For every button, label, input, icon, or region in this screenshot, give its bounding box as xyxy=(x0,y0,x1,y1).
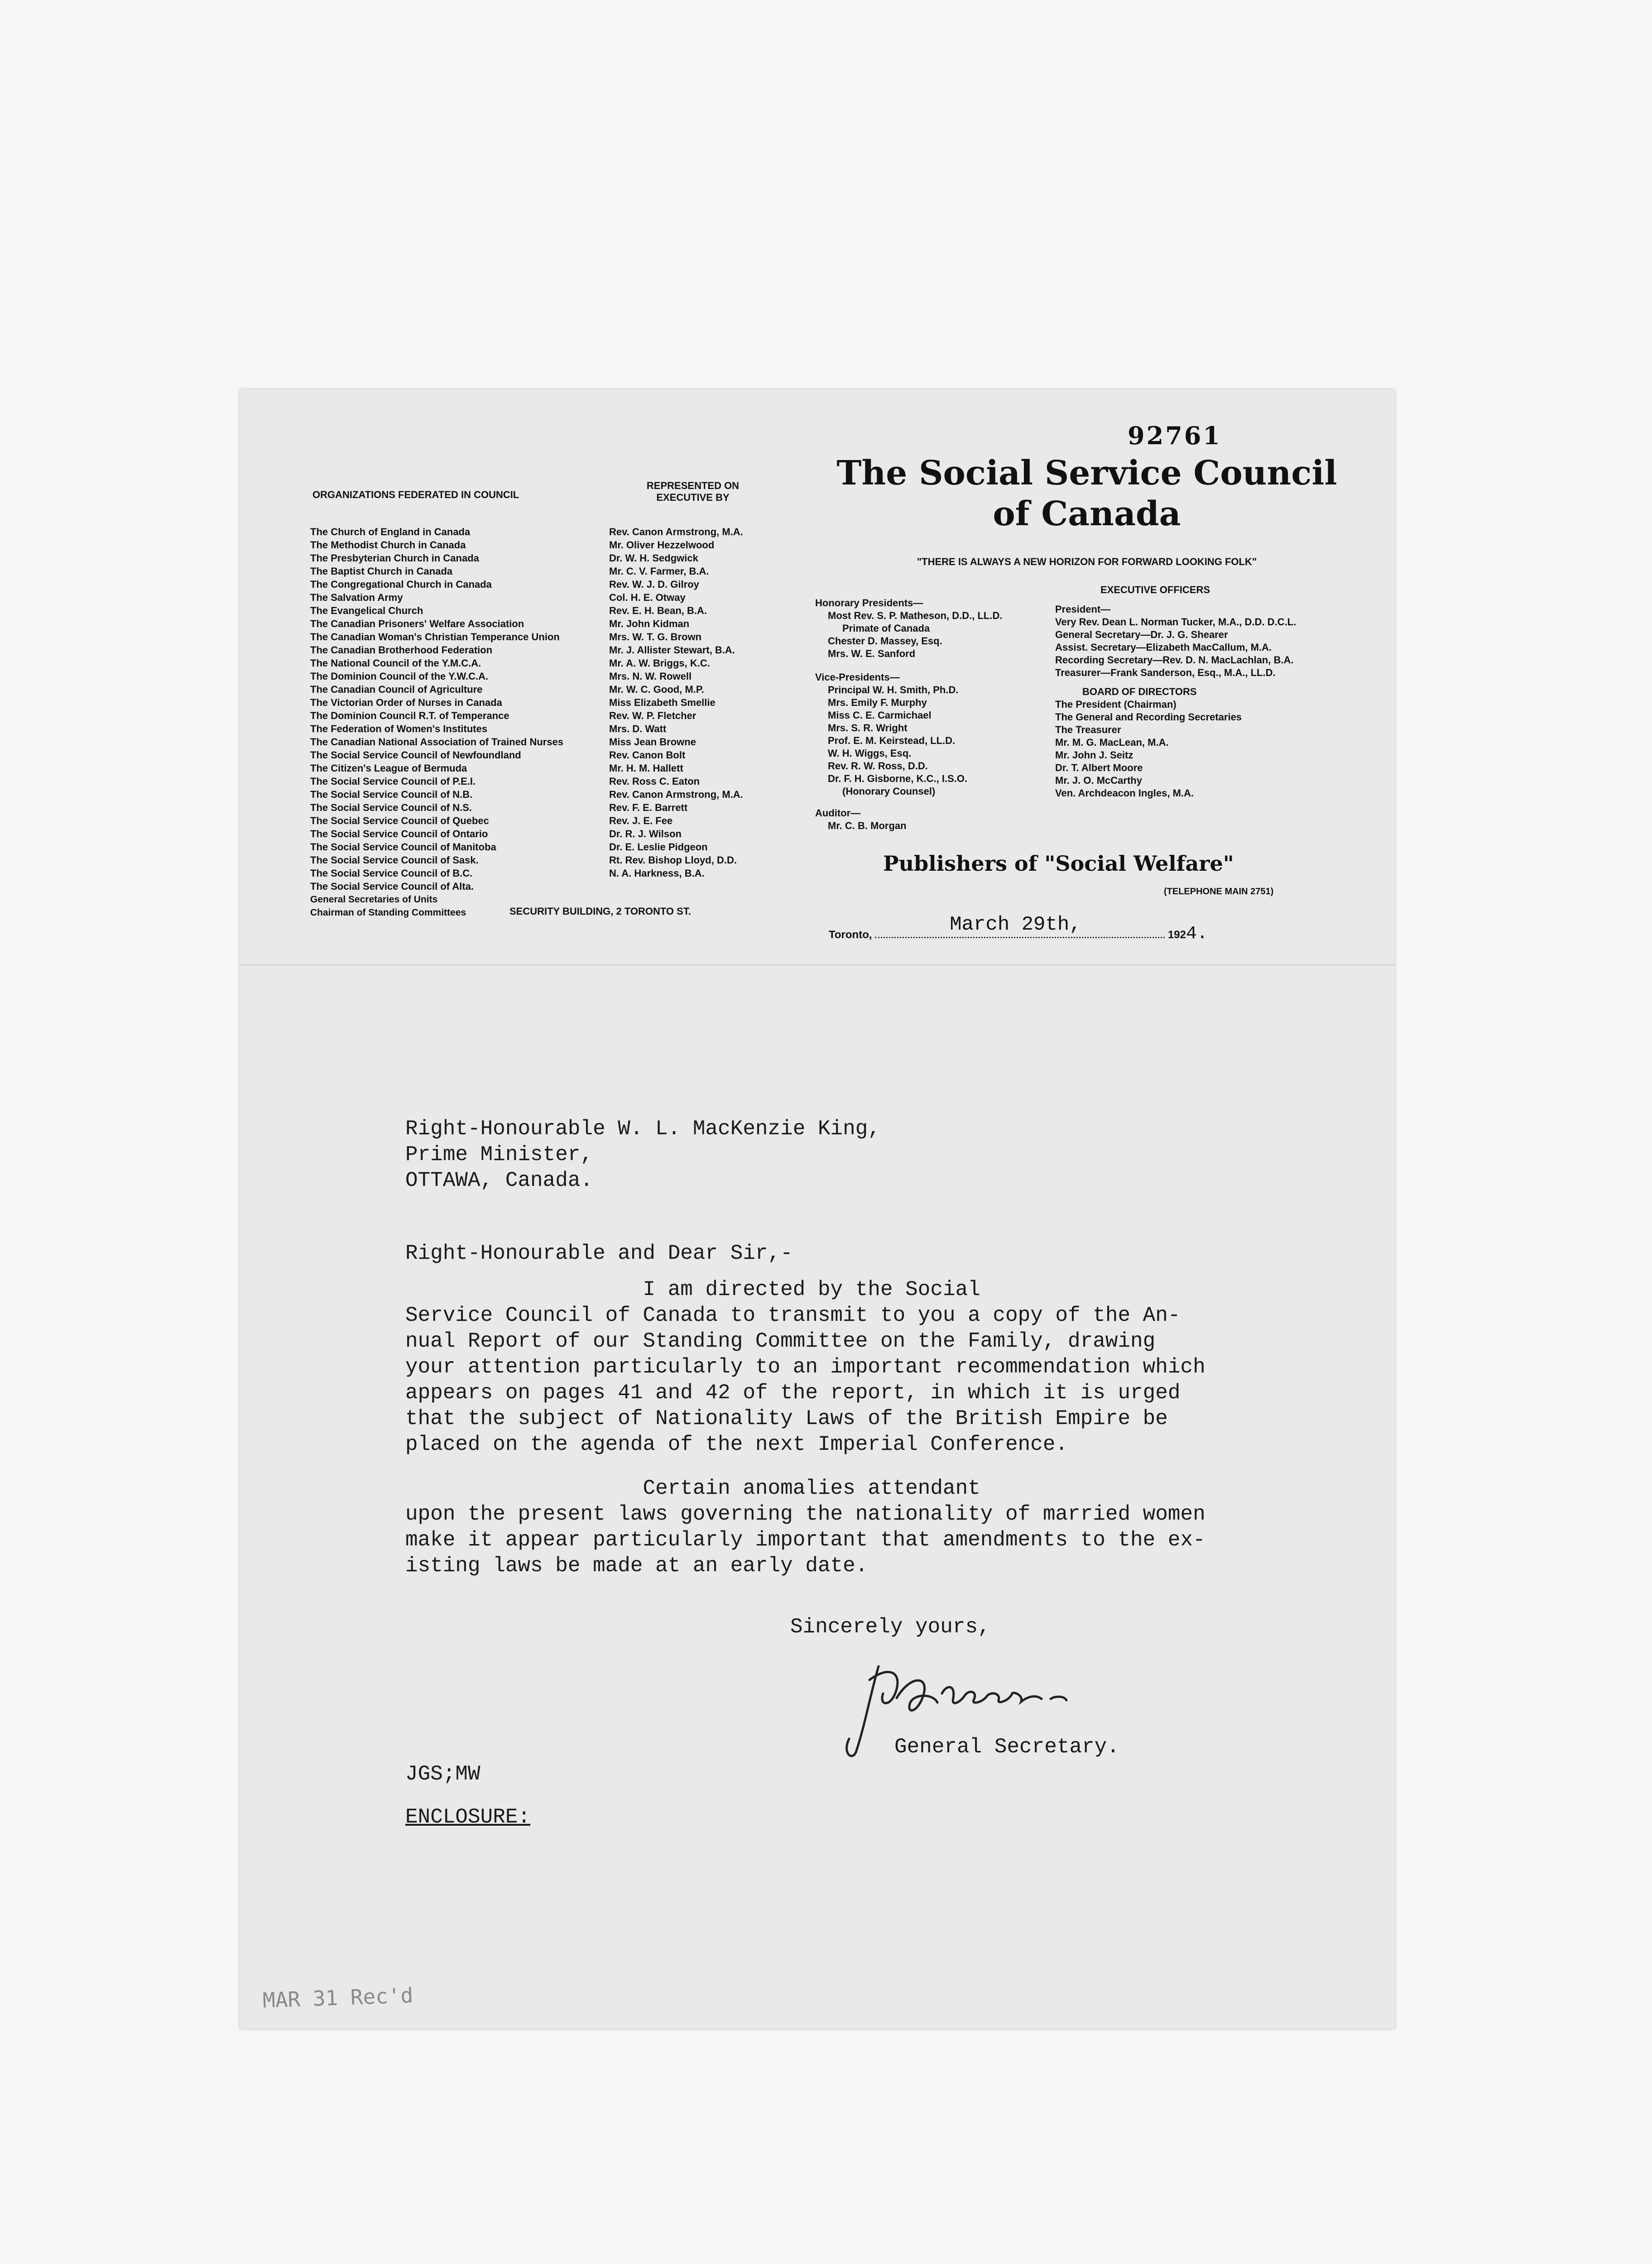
organization-name: The Social Service Council of N.B. xyxy=(310,789,473,800)
motto: "THERE IS ALWAYS A NEW HORIZON FOR FORWARD LOOKING FOLK" xyxy=(917,556,1257,567)
organization-name: The Canadian Brotherhood Federation xyxy=(310,644,493,656)
vice-president: Miss C. E. Carmichael xyxy=(828,710,932,721)
title-line2: of Canada xyxy=(993,494,1181,533)
vice-president: Dr. F. H. Gisborne, K.C., I.S.O. xyxy=(828,773,968,784)
organization-name: The Evangelical Church xyxy=(310,605,423,616)
organization-name: The Canadian National Association of Trained Nurses xyxy=(310,736,564,748)
vice-president-note: (Honorary Counsel) xyxy=(842,786,936,797)
received-stamp: MAR 31 Rec'd xyxy=(262,1983,414,2013)
letter-sheet xyxy=(240,389,1395,2029)
organization-row xyxy=(310,578,826,591)
organization-name: The Presbyterian Church in Canada xyxy=(310,552,479,564)
representative-name: N. A. Harkness, B.A. xyxy=(609,868,705,879)
board-member: Ven. Archdeacon Ingles, M.A. xyxy=(1055,787,1194,799)
organization-name: The Canadian Council of Agriculture xyxy=(310,684,483,695)
honorary-heading: Honorary Presidents— xyxy=(815,597,923,609)
representative-name: Dr. W. H. Sedgwick xyxy=(609,552,698,564)
organization-row xyxy=(310,565,826,578)
representative-name: Mr. C. V. Farmer, B.A. xyxy=(609,566,709,577)
organization-row xyxy=(310,709,826,722)
organization-row xyxy=(310,788,826,801)
organization-name: The Dominion Council of the Y.W.C.A. xyxy=(310,671,489,682)
organization-name: The Canadian Prisoners' Welfare Association xyxy=(310,618,524,629)
rep-heading-line2: EXECUTIVE BY xyxy=(656,492,730,503)
year-prefix: 192 xyxy=(1167,929,1186,941)
representative-name: Dr. R. J. Wilson xyxy=(609,828,682,839)
organization-name: The Social Service Council of Alta. xyxy=(310,881,474,892)
organization-name: The Salvation Army xyxy=(310,592,403,603)
organization-name: The Federation of Women's Institutes xyxy=(310,723,488,734)
signature-title: General Secretary. xyxy=(894,1735,1119,1759)
auditor-heading: Auditor— xyxy=(815,807,861,819)
organization-name: The Social Service Council of Ontario xyxy=(310,828,488,839)
representative-name: Mrs. D. Watt xyxy=(609,723,667,734)
body-line: your attention particularly to an important recommendation which xyxy=(405,1355,1205,1379)
representative-name: Mr. John Kidman xyxy=(609,618,690,629)
representative-name xyxy=(609,880,826,893)
telephone: (TELEPHONE MAIN 2751) xyxy=(1164,887,1274,897)
body-line: Certain anomalies attendant xyxy=(405,1477,980,1500)
letter-body xyxy=(405,1277,1356,1579)
honorary-president: Chester D. Massey, Esq. xyxy=(828,635,942,647)
organization-row xyxy=(310,814,826,827)
organization-name: The Citizen's League of Bermuda xyxy=(310,763,467,774)
office-address: SECURITY BUILDING, 2 TORONTO ST. xyxy=(509,906,691,917)
organization-row xyxy=(310,525,826,538)
body-line: that the subject of Nationality Laws of the British Empire be xyxy=(405,1407,1168,1430)
representative-name: Mr. W. C. Good, M.P. xyxy=(609,684,704,695)
honorary-column xyxy=(815,597,1069,832)
board-member: Mr. J. O. McCarthy xyxy=(1055,775,1142,786)
representative-name: Mr. J. Allister Stewart, B.A. xyxy=(609,644,735,656)
representative-name: Rev. Ross C. Eaton xyxy=(609,776,700,787)
organization-row xyxy=(310,670,826,683)
organization-row xyxy=(310,722,826,735)
representative-name: Mr. Oliver Hezzelwood xyxy=(609,539,715,551)
representative-name: Mrs. N. W. Rowell xyxy=(609,671,692,682)
organization-row xyxy=(310,683,826,696)
representative-name: Rev. W. P. Fletcher xyxy=(609,710,696,721)
organization-name: The Social Service Council of Newfoundland xyxy=(310,749,521,761)
representative-name: Rev. Canon Armstrong, M.A. xyxy=(609,789,743,800)
organization-name: The Dominion Council R.T. of Temperance xyxy=(310,710,509,721)
officer: Assist. Secretary—Elizabeth MacCallum, M.A. xyxy=(1055,642,1272,653)
organization-name: The Social Service Council of B.C. xyxy=(310,868,473,879)
representative-name: Rev. Canon Bolt xyxy=(609,749,686,761)
executive-column xyxy=(1055,603,1363,800)
organization-name: The Social Service Council of N.S. xyxy=(310,802,472,813)
board-member: The President (Chairman) xyxy=(1055,699,1177,710)
representative-name: Mr. H. M. Hallett xyxy=(609,763,683,774)
organization-row xyxy=(310,735,826,748)
organization-name: The Congregational Church in Canada xyxy=(310,579,492,590)
organization-name: The Victorian Order of Nurses in Canada xyxy=(310,697,502,708)
rep-heading-line1: REPRESENTED ON xyxy=(646,480,740,491)
vice-president: Principal W. H. Smith, Ph.D. xyxy=(828,684,959,696)
representatives-heading xyxy=(611,480,774,504)
organization-row xyxy=(310,538,826,552)
representative-name: Rev. E. H. Bean, B.A. xyxy=(609,605,707,616)
organization-row xyxy=(310,643,826,657)
organization-row xyxy=(310,657,826,670)
organization-name: The Baptist Church in Canada xyxy=(310,566,453,577)
extra-line: Chairman of Standing Committees xyxy=(310,907,466,918)
publishers-line: Publishers of "Social Welfare" xyxy=(883,851,1234,876)
title-line1: The Social Service Council xyxy=(836,454,1337,493)
president: Very Rev. Dean L. Norman Tucker, M.A., D.D. D.C.L. xyxy=(1055,616,1297,628)
organization-row xyxy=(310,867,826,880)
representative-name: Rev. W. J. D. Gilroy xyxy=(609,579,699,590)
body-line: isting laws be made at an early date. xyxy=(405,1554,868,1578)
body-line: upon the present laws governing the nationality of married women xyxy=(405,1502,1205,1526)
representative-name: Miss Jean Browne xyxy=(609,736,696,748)
document-number: 92761 xyxy=(1128,421,1222,450)
honorary-president: Mrs. W. E. Sanford xyxy=(828,648,916,659)
board-member: Dr. T. Albert Moore xyxy=(1055,762,1143,773)
vice-president: W. H. Wiggs, Esq. xyxy=(828,748,912,759)
closing: Sincerely yours, xyxy=(790,1615,990,1639)
organization-name: The Social Service Council of Quebec xyxy=(310,815,489,826)
representative-name: Mr. A. W. Briggs, K.C. xyxy=(609,657,710,669)
executive-officers-heading: EXECUTIVE OFFICERS xyxy=(1100,584,1210,595)
organization-row xyxy=(310,762,826,775)
officer: Treasurer—Frank Sanderson, Esq., M.A., LL.D. xyxy=(1055,667,1276,678)
date-field xyxy=(875,913,1165,938)
reference-initials: JGS;MW xyxy=(405,1762,480,1786)
organization-row xyxy=(310,748,826,762)
body-line: make it appear particularly important that amendments to the ex- xyxy=(405,1528,1205,1552)
representative-name: Miss Elizabeth Smellie xyxy=(609,697,716,708)
president-heading: President— xyxy=(1055,604,1111,615)
vice-president: Prof. E. M. Keirstead, LL.D. xyxy=(828,735,956,746)
organization-row xyxy=(310,775,826,788)
year-suffix: 4. xyxy=(1186,924,1208,944)
organization-row xyxy=(310,840,826,854)
honorary-president-note: Primate of Canada xyxy=(842,623,930,634)
address-line: Prime Minister, xyxy=(405,1143,593,1166)
organization-row xyxy=(310,617,826,630)
body-line: I am directed by the Social xyxy=(405,1278,980,1301)
organization-name: The Canadian Woman's Christian Temperance Union xyxy=(310,631,560,643)
inside-address xyxy=(405,1116,880,1194)
body-line: placed on the agenda of the next Imperial Conference. xyxy=(405,1433,1068,1456)
organizations-list xyxy=(310,525,826,893)
board-member: Mr. John J. Seitz xyxy=(1055,749,1133,761)
honorary-president: Most Rev. S. P. Matheson, D.D., LL.D. xyxy=(828,610,1003,621)
representative-name: Rev. J. E. Fee xyxy=(609,815,673,826)
vice-presidents-heading: Vice-Presidents— xyxy=(815,672,900,683)
auditor: Mr. C. B. Morgan xyxy=(828,820,907,831)
vice-president: Mrs. S. R. Wright xyxy=(828,722,908,734)
organization-row xyxy=(310,696,826,709)
organization-name: The Social Service Council of Sask. xyxy=(310,854,479,866)
organization-row xyxy=(310,854,826,867)
representative-name: Rev. Canon Armstrong, M.A. xyxy=(609,526,743,537)
salutation: Right-Honourable and Dear Sir,- xyxy=(405,1242,793,1265)
organization-name: The Church of England in Canada xyxy=(310,526,471,537)
representative-name: Dr. E. Leslie Pidgeon xyxy=(609,841,708,853)
organizations-heading: ORGANIZATIONS FEDERATED IN COUNCIL xyxy=(312,489,519,500)
organization-row xyxy=(310,552,826,565)
representative-name: Rev. F. E. Barrett xyxy=(609,802,688,813)
representative-name: Rt. Rev. Bishop Lloyd, D.D. xyxy=(609,854,737,866)
dateline xyxy=(829,913,1208,944)
organization-name: The Social Service Council of P.E.I. xyxy=(310,776,476,787)
extra-members xyxy=(310,893,466,919)
board-member: The Treasurer xyxy=(1055,724,1121,735)
city: Toronto, xyxy=(829,929,872,941)
date: March 29th, xyxy=(950,913,1081,936)
representative-name: Col. H. E. Otway xyxy=(609,592,686,603)
officer: General Secretary—Dr. J. G. Shearer xyxy=(1055,629,1228,640)
extra-line: General Secretaries of Units xyxy=(310,894,438,905)
address-line: OTTAWA, Canada. xyxy=(405,1169,593,1192)
representative-name: Mrs. W. T. G. Brown xyxy=(609,631,702,643)
board-heading: BOARD OF DIRECTORS xyxy=(1082,686,1197,697)
organization-name: The Social Service Council of Manitoba xyxy=(310,841,496,853)
board-member: Mr. M. G. MacLean, M.A. xyxy=(1055,737,1169,748)
board-member: The General and Recording Secretaries xyxy=(1055,711,1242,723)
body-line: nual Report of our Standing Committee on the Family, drawing xyxy=(405,1329,1156,1353)
enclosure-note: ENCLOSURE: xyxy=(405,1805,531,1829)
body-line: Service Council of Canada to transmit to you a copy of the An- xyxy=(405,1304,1181,1327)
officer: Recording Secretary—Rev. D. N. MacLachlan, B.A. xyxy=(1055,654,1294,666)
organization-name: The National Council of the Y.M.C.A. xyxy=(310,657,481,669)
organization-row xyxy=(310,880,826,893)
body-line: appears on pages 41 and 42 of the report, in which it is urged xyxy=(405,1381,1181,1405)
letterhead-title xyxy=(802,453,1372,534)
organization-row xyxy=(310,630,826,643)
organization-name: The Methodist Church in Canada xyxy=(310,539,466,551)
address-line: Right-Honourable W. L. MacKenzie King, xyxy=(405,1117,880,1141)
organization-row xyxy=(310,604,826,617)
vice-president: Mrs. Emily F. Murphy xyxy=(828,697,927,708)
vice-president: Rev. R. W. Ross, D.D. xyxy=(828,760,928,772)
organization-row xyxy=(310,801,826,814)
organization-row xyxy=(310,591,826,604)
organization-row xyxy=(310,827,826,840)
